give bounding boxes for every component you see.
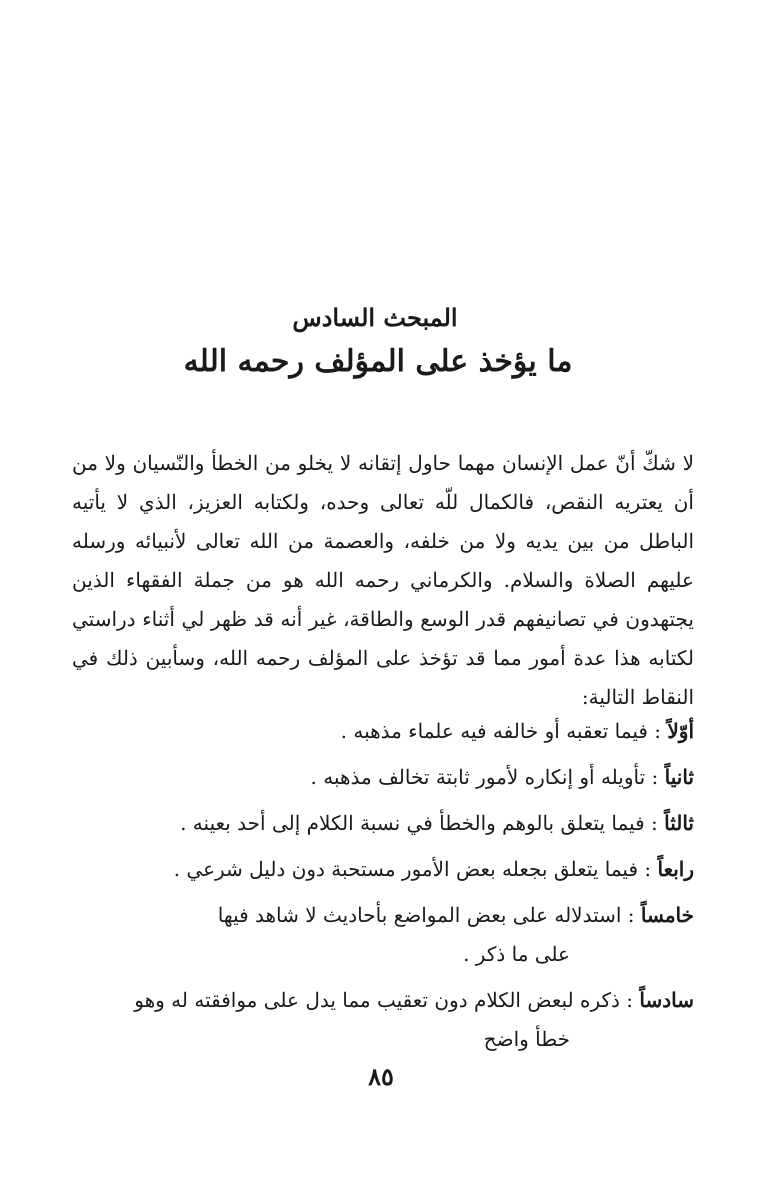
point-item bbox=[76, 804, 694, 843]
point-text: : فيما يتعلق بجعله بعض الأمور مستحبة دون دليل شرعي . bbox=[173, 857, 652, 881]
section-subtitle: المبحث السادس bbox=[292, 303, 458, 332]
point-text: : استدلاله على بعض المواضع بأحاديث لا شاهد فيها bbox=[217, 903, 635, 927]
point-text: : تأويله أو إنكاره لأمور ثابتة تخالف مذهبه . bbox=[310, 765, 659, 789]
point-item bbox=[76, 712, 694, 751]
point-label: ثانياً bbox=[664, 765, 694, 789]
point-item bbox=[76, 896, 694, 974]
points-list bbox=[76, 712, 694, 1066]
section-title: ما يؤخذ على المؤلف رحمه الله bbox=[183, 344, 573, 379]
point-label: سادساً bbox=[639, 988, 694, 1012]
point-item bbox=[76, 850, 694, 889]
point-label: خامساً bbox=[640, 903, 694, 927]
point-label: أوّلاً bbox=[667, 719, 694, 743]
intro-paragraph-block bbox=[72, 444, 694, 717]
intro-paragraph: لا شكّ أنّ عمل الإنسان مهما حاول إتقانه لا يخلو من الخطأ والنّسيان ولا من أن يعتريه النقص، فالكمال للّه تعالى وحده، ولكتابه العزيز، الذي لا يأتيه الباطل من بين يديه ولا من خلفه، والعصمة من الله تعالى لأنبيائه ورسله عليهم الصلاة والسلام. والكرماني رحمه الله هو من جملة الفقهاء الذين يجتهدون في تصانيفهم قدر الوسع والطاقة، غير أنه قد ظهر لي أثناء دراستي لكتابه هذا عدة أمور مما قد تؤخذ على المؤلف رحمه الله، وسأبين ذلك في النقاط التالية: bbox=[72, 451, 694, 709]
point-text: : فيما يتعلق بالوهم والخطأ في نسبة الكلام إلى أحد بعينه . bbox=[180, 811, 658, 835]
point-item bbox=[76, 981, 694, 1059]
point-continuation: خطأ واضح bbox=[483, 1027, 570, 1051]
point-text: : فيما تعقبه أو خالفه فيه علماء مذهبه . bbox=[340, 719, 662, 743]
point-label: ثالثاً bbox=[664, 811, 694, 835]
point-text: : ذكره لبعض الكلام دون تعقيب مما يدل على موافقته له وهو bbox=[134, 988, 634, 1012]
point-item bbox=[76, 758, 694, 797]
page-number: ٨٥ bbox=[368, 1062, 394, 1091]
point-label: رابعاً bbox=[657, 857, 694, 881]
point-continuation: على ما ذكر . bbox=[463, 942, 570, 966]
